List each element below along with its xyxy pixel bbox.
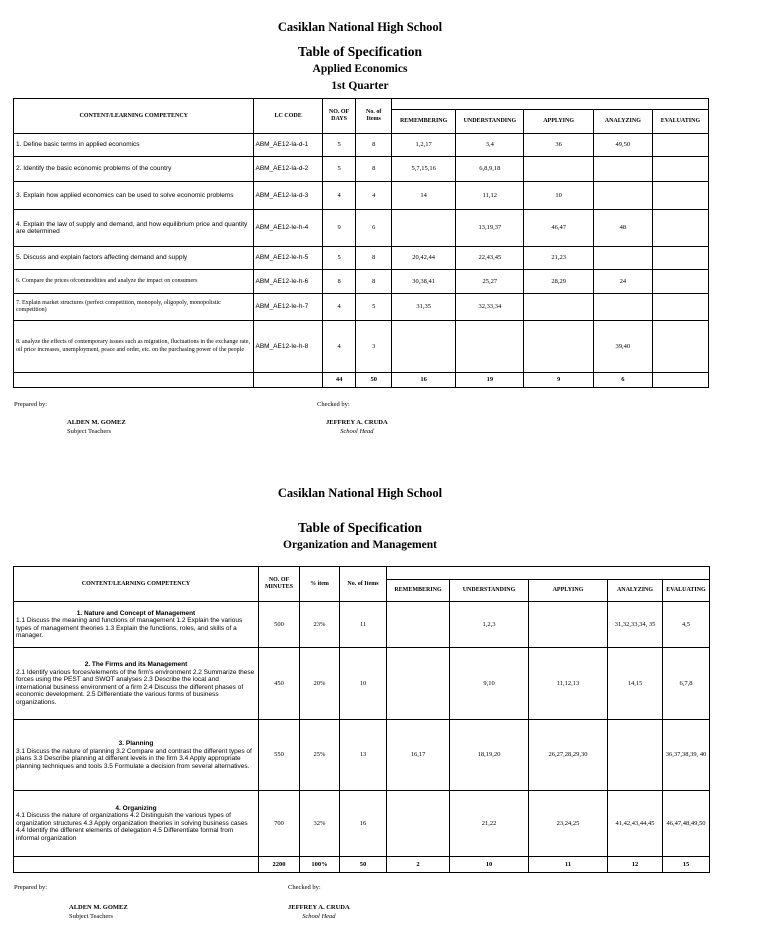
total-items: 50 [356,373,392,388]
competency-cell [14,720,259,791]
analyzing-cell: 49,50 [593,134,652,157]
total-remembering: 16 [392,373,456,388]
understanding-cell: 13,19,37 [456,210,524,247]
table-row [14,321,709,373]
evaluating-cell [652,294,708,321]
table-row [14,648,710,720]
pct-cell: 20% [300,648,340,720]
subject-title: Applied Economics [312,63,408,75]
days-cell: 4 [322,321,356,373]
items-cell: 10 [340,648,387,720]
items-cell: 11 [340,602,387,648]
applying-cell [524,157,593,182]
total-remembering-2: 2 [387,857,450,873]
understanding-cell: 22,43,45 [456,247,524,270]
header-pct: % item [300,567,340,602]
items-cell: 4 [356,182,392,210]
competency-title: 4. Organizing [115,804,157,812]
prepared-by-label-2: Prepared by: [14,884,48,891]
applying-cell [524,294,593,321]
remembering-cell: 16,17 [387,720,450,791]
items-cell: 5 [356,294,392,321]
applying-cell: 10 [524,182,593,210]
days-cell: 5 [322,134,356,157]
checked-role-2: School Head [302,913,336,920]
applying-cell: 46,47 [524,210,593,247]
checked-name-2: JEFFREY A. CRUDA [288,904,350,911]
header-days: NO. OF DAYS [322,99,356,134]
applying-cell: 28,29 [524,270,593,294]
header-applying: APPLYING [524,110,593,134]
understanding-cell: 3,4 [456,134,524,157]
table-row [14,270,709,294]
header-blank-band-2 [387,567,710,580]
analyzing-cell: 24 [593,270,652,294]
evaluating-cell [652,157,708,182]
understanding-cell [456,321,524,373]
quarter-title: 1st Quarter [331,80,389,92]
applying-cell: 36 [524,134,593,157]
school-name: Casiklan National High School [277,20,443,34]
analyzing-cell [593,182,652,210]
checked-signatory-2 [288,903,350,921]
competency-body: 4.1 Discuss the nature of organizations 4.2 Distinguish the various types of organization structures 4.3 Apply organization theories in solving business cases 4.4 Identify the different elements of delegation 4.5 Differentiate formal from informal organization [16,812,248,842]
remembering-cell: 31,35 [392,294,456,321]
applying-cell: 11,12,13 [529,648,608,720]
checked-name: JEFFREY A. CRUDA [326,419,388,426]
items-cell: 3 [356,321,392,373]
total-understanding: 19 [456,373,524,388]
evaluating-cell: 36,37,38,39, 40 [663,720,710,791]
header-minutes: NO. OF MINUTES [259,567,300,602]
total-evaluating [652,373,708,388]
competency-cell: 5. Discuss and explain factors affecting demand and supply [14,247,254,270]
header-remembering-2: REMEMBERING [387,580,450,602]
lc-code-cell: ABM_AE12-Ie-h-5 [254,247,322,270]
understanding-cell: 9,10 [450,648,529,720]
header-items-2: No. of Items [340,567,387,602]
header-applying-2: APPLYING [529,580,608,602]
items-cell: 8 [356,270,392,294]
prepared-role-2: Subject Teachers [69,913,114,920]
total-pct: 100% [300,857,340,873]
applying-cell: 23,24,25 [529,791,608,857]
minutes-cell: 500 [259,602,300,648]
evaluating-cell [652,247,708,270]
competency-cell [14,602,259,648]
pct-cell: 23% [300,602,340,648]
school-name-2: Casiklan National High School [277,486,443,500]
total-applying-2: 11 [529,857,608,873]
items-cell: 8 [356,157,392,182]
days-cell: 9 [322,210,356,247]
competency-cell: 4. Explain the law of supply and demand, and how equilibrium price and quantity are determined [14,210,254,247]
understanding-cell: 32,33,34 [456,294,524,321]
competency-title: 3. Planning [118,740,154,747]
remembering-cell [392,321,456,373]
lc-code-cell: ABM_AE12-Ia-d-3 [254,182,322,210]
analyzing-cell: 39,40 [593,321,652,373]
checked-by-label: Checked by: [317,401,350,408]
evaluating-cell [652,182,708,210]
evaluating-cell: 46,47,48,49,50 [663,791,710,857]
items-cell: 8 [356,247,392,270]
understanding-cell: 21,22 [450,791,529,857]
total-applying: 9 [524,373,593,388]
totals-row [14,373,709,388]
remembering-cell [387,648,450,720]
prepared-name: ALDEN M. GOMEZ [67,419,126,426]
total-minutes: 2200 [259,857,300,873]
evaluating-cell [652,210,708,247]
subject-title-2: Organization and Management [283,539,437,551]
lc-code-cell: ABM_AE12-Ia-d-2 [254,157,322,182]
competency-cell [14,648,259,720]
competency-cell [14,791,259,857]
evaluating-cell: 4,5 [663,602,710,648]
tos-table-organization-management [13,566,710,873]
prepared-by-label: Prepared by: [14,401,48,408]
checked-role: School Head [340,428,374,435]
competency-title: 1. Nature and Concept of Management [76,609,196,617]
remembering-cell: 5,7,15,16 [392,157,456,182]
analyzing-cell: 41,42,43,44,45 [608,791,663,857]
remembering-cell [387,791,450,857]
days-cell: 5 [322,247,356,270]
understanding-cell: 11,12 [456,182,524,210]
table-row [14,134,709,157]
header-analyzing-2: ANALYZING [608,580,663,602]
competency-body: 2.1 Identify various forces/elements of the firm's environment 2.2 Summarize these forces using the PEST and SWOT analyses 2.3 Describe the local and international business environment of a firm 2.4 Discuss the different phases of economic development. 2.5 Differentiate the various forms of business organizations. [16,668,255,706]
analyzing-cell [593,247,652,270]
applying-cell [524,321,593,373]
prepared-signatory-2 [69,903,128,921]
remembering-cell [387,602,450,648]
totals-label-cell [14,857,259,873]
understanding-cell: 6,8,9,18 [456,157,524,182]
analyzing-cell [608,720,663,791]
minutes-cell: 450 [259,648,300,720]
header-evaluating: EVALUATING [652,110,708,134]
header-items: No. of Items [356,99,392,134]
days-cell: 8 [322,270,356,294]
table-row [14,182,709,210]
remembering-cell: 30,38,41 [392,270,456,294]
applying-cell [529,602,608,648]
total-days: 44 [322,373,356,388]
total-understanding-2: 10 [450,857,529,873]
header-competency: CONTENT/LEARNING COMPETENCY [14,99,254,134]
competency-cell: 6. Compare the prices ofcommodities and analyze the impact on consumers [14,270,254,294]
minutes-cell: 550 [259,720,300,791]
analyzing-cell [593,294,652,321]
tos-table-applied-economics [13,98,709,388]
days-cell: 5 [322,157,356,182]
header-remembering: REMEMBERING [392,110,456,134]
competency-cell: 3. Explain how applied economics can be used to solve economic problems [14,182,254,210]
competency-title: 2. The Firms and its Management [84,661,188,668]
table-row [14,157,709,182]
remembering-cell [392,210,456,247]
checked-signatory [326,418,388,436]
totals-row [14,857,710,873]
table-row [14,294,709,321]
total-analyzing-2: 12 [608,857,663,873]
totals-label-cell [14,373,254,388]
total-items-2: 50 [340,857,387,873]
competency-cell: 1. Define basic terms in applied economics [14,134,254,157]
evaluating-cell [652,270,708,294]
table-row [14,247,709,270]
table-row [14,720,710,791]
checked-by-label-2: Checked by: [288,884,321,891]
competency-cell: 7. Explain market structures (perfect competition, monopoly, oligopoly, monopolistic competition) [14,294,254,321]
table-row [14,602,710,648]
evaluating-cell: 6,7,8 [663,648,710,720]
minutes-cell: 700 [259,791,300,857]
items-cell: 6 [356,210,392,247]
totals-lc-cell [254,373,322,388]
lc-code-cell: ABM_AE12-Ie-h-7 [254,294,322,321]
total-evaluating-2: 15 [663,857,710,873]
days-cell: 4 [322,182,356,210]
remembering-cell: 14 [392,182,456,210]
prepared-name-2: ALDEN M. GOMEZ [69,904,128,911]
items-cell: 13 [340,720,387,791]
applying-cell: 21,23 [524,247,593,270]
pct-cell: 32% [300,791,340,857]
competency-body: 1.1 Discuss the meaning and functions of management 1.2 Explain the various types of management theories 1.3 Explain the functions, roles, and skills of a manager. [16,617,243,639]
competency-cell: 8. analyze the effects of contemporary issues such as migration, fluctuations in the exchange rate, oil price increases, unemployment, peace and order, etc. on the purchasing power of the people [14,321,254,373]
analyzing-cell: 31,32,33,34, 35 [608,602,663,648]
prepared-signatory [67,418,126,436]
evaluating-cell [652,321,708,373]
header-blank-band [392,99,709,110]
header-understanding-2: UNDERSTANDING [450,580,529,602]
lc-code-cell: ABM_AE12-Ia-d-1 [254,134,322,157]
doc-title-2: Table of Specification [297,520,422,535]
understanding-cell: 18,19,20 [450,720,529,791]
header-lc-code: LC CODE [254,99,322,134]
applying-cell: 26,27,28,29,30 [529,720,608,791]
competency-cell: 2. Identify the basic economic problems of the country [14,157,254,182]
remembering-cell: 20,42,44 [392,247,456,270]
total-analyzing: 6 [593,373,652,388]
doc-title: Table of Specification [297,44,422,59]
competency-body: 3.1 Discuss the nature of planning 3.2 Compare and contrast the different types of plans 3.3 Describe planning at different levels in the firm 3.4 Apply appropriate planning techniques and tools 3.5 Formulate a decision from several alternatives. [16,747,252,770]
prepared-role: Subject Teachers [67,428,112,435]
remembering-cell: 1,2,17 [392,134,456,157]
days-cell: 4 [322,294,356,321]
analyzing-cell: 14,15 [608,648,663,720]
table-row [14,791,710,857]
header-competency-2: CONTENT/LEARNING COMPETENCY [14,567,259,602]
lc-code-cell: ABM_AE12-Ie-h-4 [254,210,322,247]
header-understanding: UNDERSTANDING [456,110,524,134]
lc-code-cell: ABM_AE12-Ie-h-8 [254,321,322,373]
items-cell: 8 [356,134,392,157]
evaluating-cell [652,134,708,157]
pct-cell: 25% [300,720,340,791]
items-cell: 16 [340,791,387,857]
analyzing-cell [593,157,652,182]
understanding-cell: 1,2,3 [450,602,529,648]
analyzing-cell: 48 [593,210,652,247]
header-analyzing: ANALYZING [593,110,652,134]
lc-code-cell: ABM_AE12-Ie-h-6 [254,270,322,294]
understanding-cell: 25,27 [456,270,524,294]
table-row [14,210,709,247]
header-evaluating-2: EVALUATING [663,580,710,602]
